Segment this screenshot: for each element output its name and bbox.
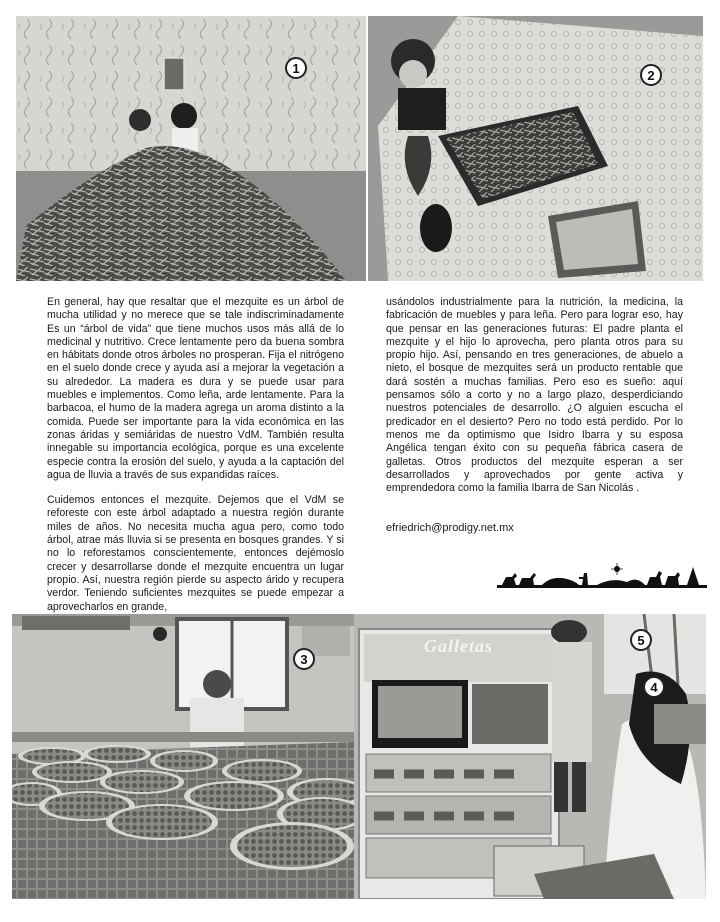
article-left-column — [47, 296, 344, 626]
photo-number-badge: 1 — [285, 57, 307, 79]
photo-4-5 — [354, 614, 706, 899]
photo-number-badge: 5 — [630, 629, 652, 651]
desert-silhouette-ornament — [497, 561, 707, 591]
photo-number-badge: 2 — [640, 64, 662, 86]
photo-number-badge: 3 — [293, 648, 315, 670]
photo-3 — [12, 614, 354, 899]
article-right-column — [386, 296, 683, 507]
photo-number-badge: 4 — [643, 676, 665, 698]
photo-1 — [16, 16, 366, 281]
photo-2 — [368, 16, 703, 281]
page-number: 53 — [670, 887, 679, 896]
display-sign-text: Galletas — [424, 636, 493, 656]
paragraph: En general, hay que resaltar que el mezquite es un árbol de mucha utilidad y no merece que se tale indiscriminadamente Es un “árbol de vida” que tiene muchos usos más allá de lo medicinal y nutritivo. Crece lentamente pero da buena sombra en hábitats donde otros árboles no prosperan. Fija el nitrógeno en el suelo donde crece y ayuda así a mejorar la vegetación a su alrededor. La madera es dura y se puede usar para muebles e implementos. Como leña, arde lentamente. Para la barbacoa, el humo de la madera agrega un aroma distinto a la comida. Puede ser importante para la vida económica en las zonas áridas y semiáridas de nuestro VdM. También resulta innegable su importancia ecológica, porque es una excelente especie contra la erosión del suelo, y ayuda a la captación del agua de lluvia a través de sus expandidas raíces. — [47, 296, 344, 481]
paragraph: Cuidemos entonces el mezquite. Dejemos que el VdM se reforeste con este árbol adaptado a nuestra región durante miles de años. No necesita mucha agua pero, como todo árbol, atrae más lluvia si se presenta en bosques grandes. Y si no lo reforestamos conscientemente, entonces dejémoslo crecer y desarrollarse donde el mezquite encuentra un lugar propio. Así, nuestra región pierde su aspecto árido y recupera verdor. Teniendo suficientes mezquites se puede empezar a aprovecharlos en grande, — [47, 494, 344, 613]
author-email: efriedrich@prodigy.net.mx — [386, 522, 514, 534]
paragraph: usándolos industrialmente para la nutrición, la medicina, la fabricación de muebles y para leña. Pero para lograr eso, hay que pensar en las generaciones futuras: El padre planta el mezquite y el hijo lo aprovecha, pero planta otros para su propio hijo. Así, pensando en tres generaciones, de abuelo a nieto, el bosque de mezquites será un producto rentable que dará sostén a muchas familias. Pero eso es sueño: aquí pensamos sólo a corto y no a largo plazo, desperdiciando nuestros potenciales de desarrollo. ¿O alguien escucha el predicador en el desierto? Pero no todo está perdido. Por lo menos me da optimismo que Isidro Ibarra y su esposa Angélica tengan éxito con su pequeña fábrica casera de galletas. Otros productos del mezquite esperan a ser desarrollados y aprovechados por gente activa y emprendedora como la familia Ibarra de San Nicolás . — [386, 296, 683, 495]
